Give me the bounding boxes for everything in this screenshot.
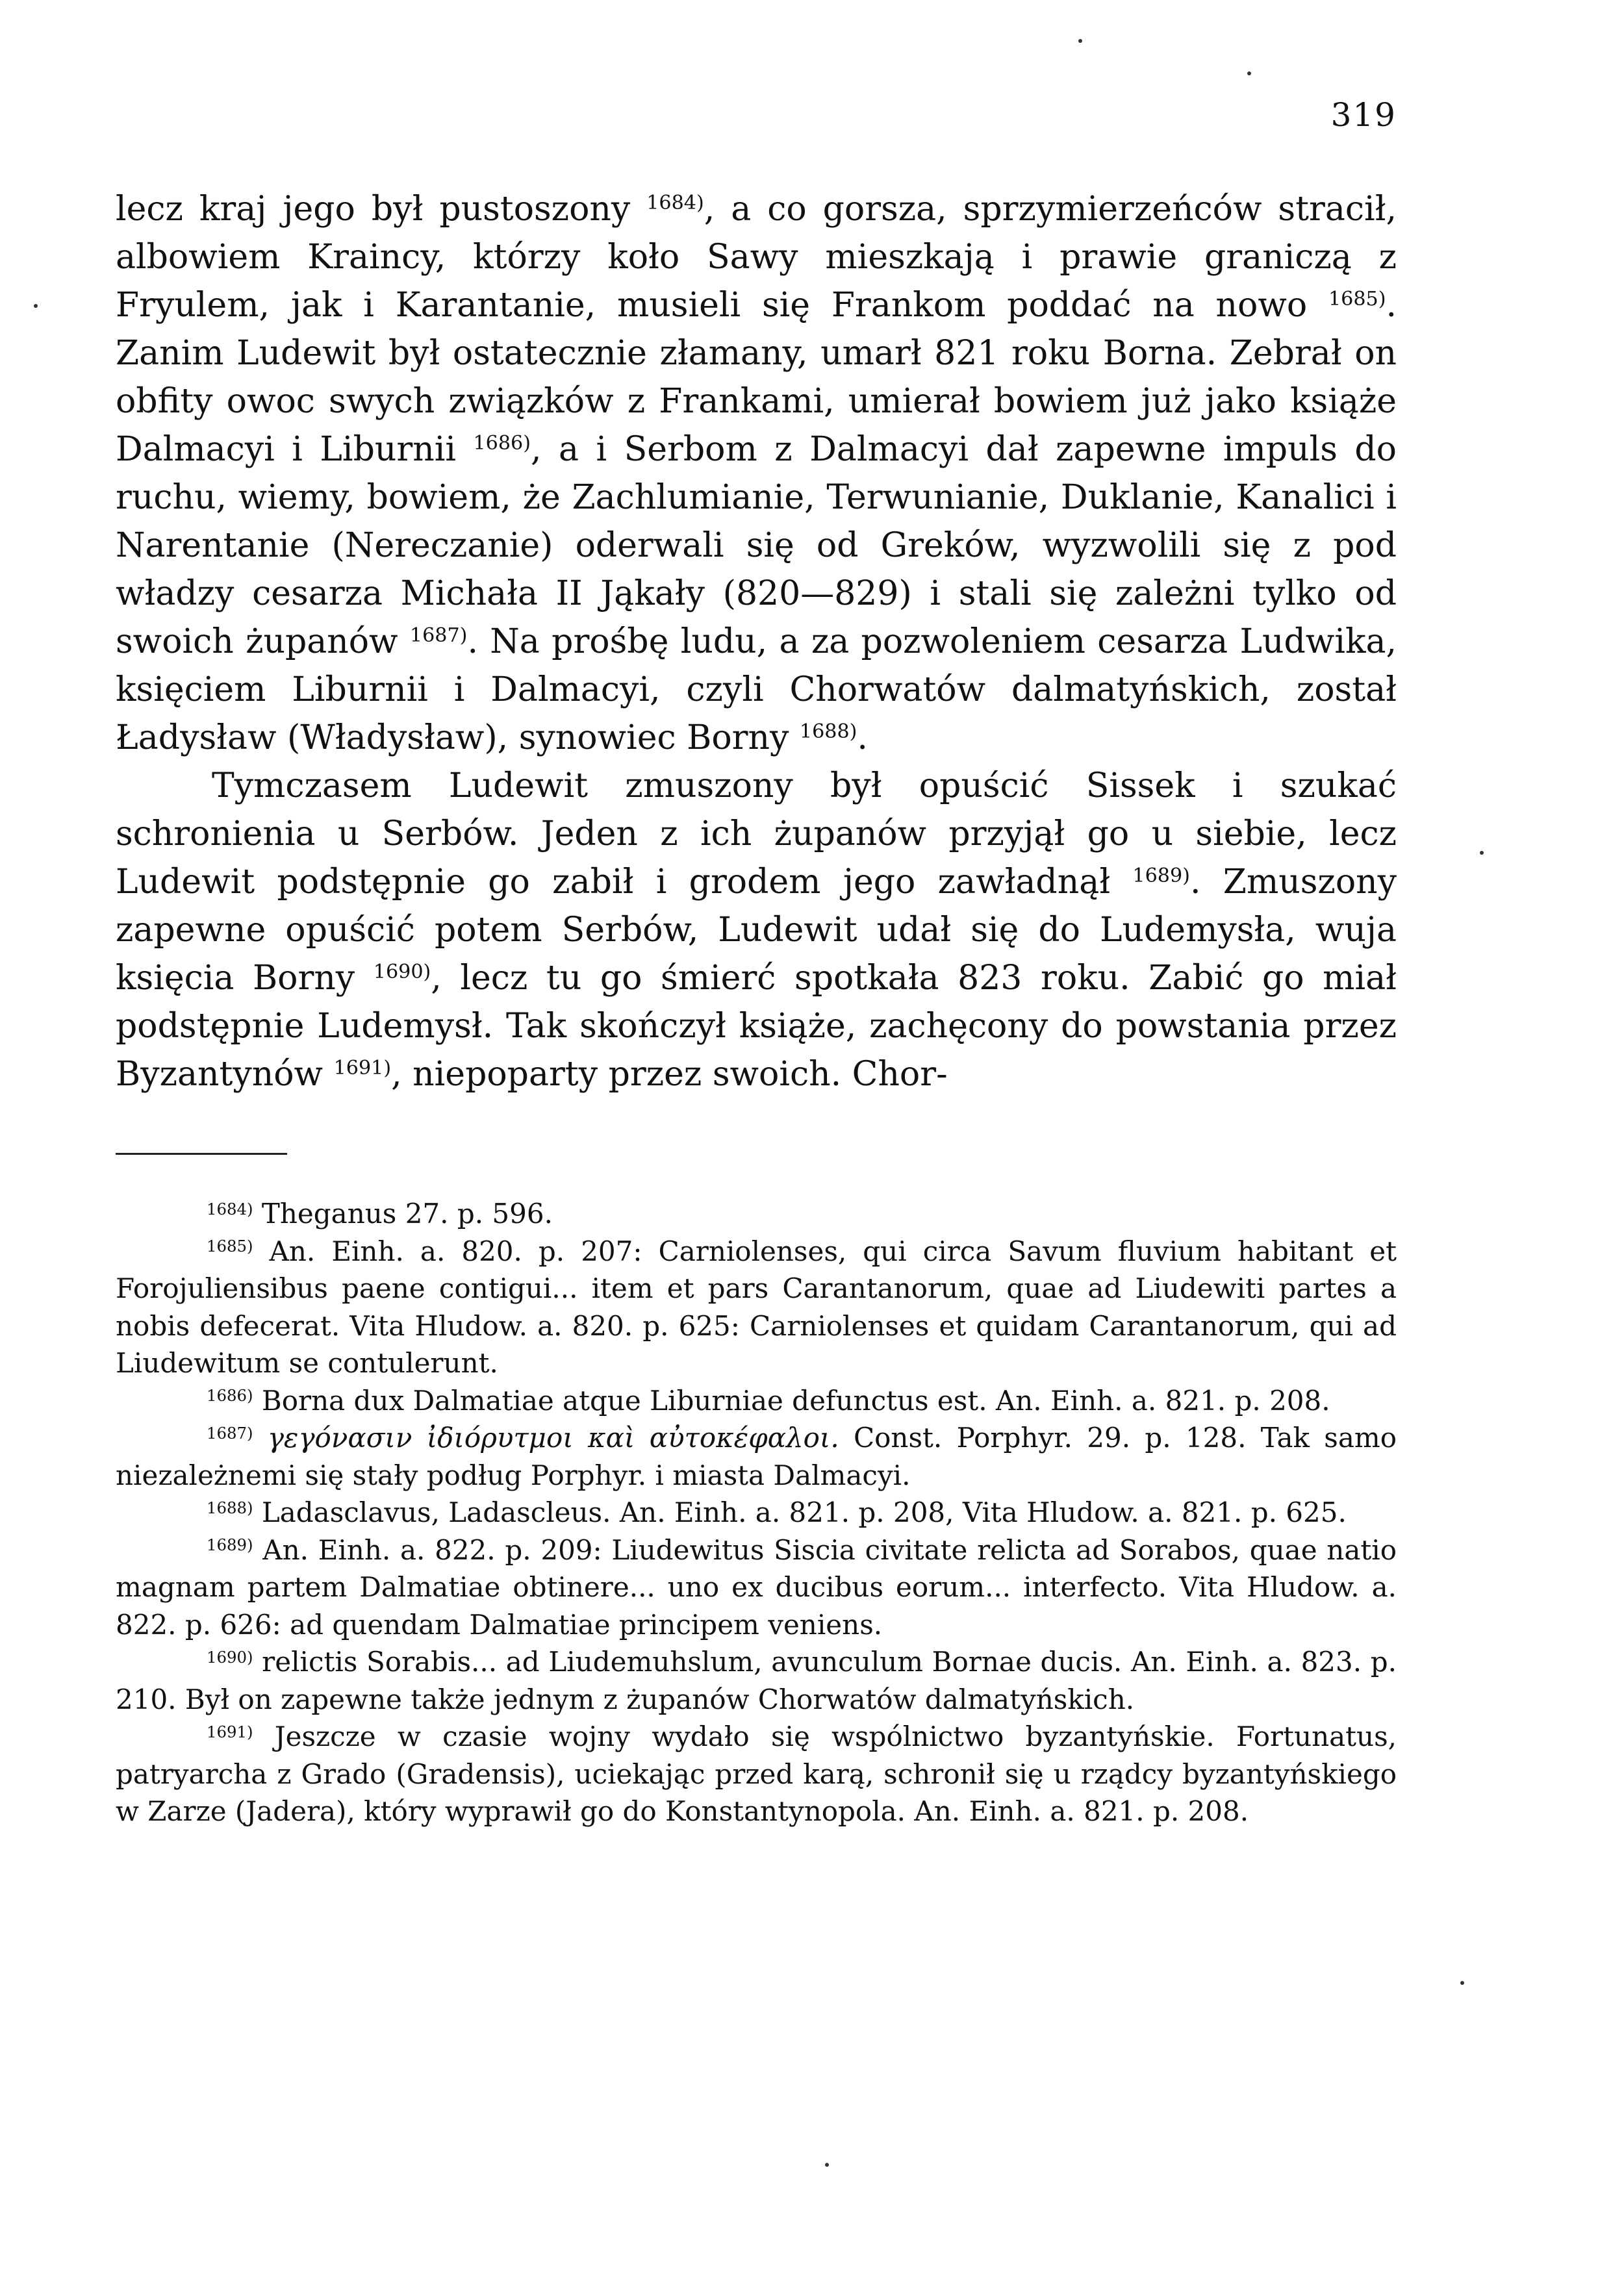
- footnote-ref: 1684): [646, 192, 704, 215]
- footnote-ref: 1685): [207, 1237, 253, 1256]
- scan-speck: [1078, 39, 1082, 43]
- footnote-ref: 1684): [207, 1199, 253, 1218]
- footnote-ref: 1686): [473, 432, 531, 455]
- footnote: $^{1687)}$ γεγόνασιν ἰδιόρυτμοι καὶ αὐτοκέφαλοι. Const. Porphyr. 29. p. 128. Tak samo niezależnemi się stały podług Porphyr. i miasta Dalmacyi.: [116, 1422, 1397, 1491]
- scan-speck: [1480, 851, 1484, 855]
- scan-speck: [825, 2163, 829, 2167]
- scan-speck: [1460, 1981, 1464, 1985]
- footnote-ref: 1688): [799, 720, 857, 744]
- footnotes: [116, 1195, 1397, 1830]
- footnote: $^{1689)}$ An. Einh. a. 822. p. 209: Liudewitus Siscia civitate relicta ad Sorabos, quae natio magnam partem Dalmatiae obtinere... uno ex ducibus eorum... interfecto. Vita Hludow. a. 822. p. 626: ad quendam Dalmatiae principem veniens.: [116, 1533, 1397, 1641]
- footnote-ref: 1686): [207, 1386, 253, 1406]
- footnote: $^{1691)}$ Jeszcze w czasie wojny wydało się wspólnictwo byzantyńskie. Fortunatus, patryarcha z Grado (Gradensis), uciekając przed karą, schronił się u rządcy byzantyńskiego w Zarze (Jadera), który wyprawił go do Konstantynopola. An. Einh. a. 821. p. 208.: [116, 1721, 1397, 1827]
- footnote-ref: 1687): [409, 624, 468, 648]
- footnote-ref: 1689): [1132, 864, 1190, 888]
- footnote: $^{1688)}$ Ladasclavus, Ladascleus. An. Einh. a. 821. p. 208, Vita Hludow. a. 821. p. 625.: [207, 1496, 1347, 1528]
- footnote-ref: 1690): [373, 961, 431, 984]
- footnote-ref: 1689): [207, 1535, 253, 1555]
- greek-quotation: γεγόνασιν ἰδιόρυτμοι καὶ αὐτοκέφαλοι.: [267, 1422, 839, 1454]
- footnote-ref: 1691): [333, 1057, 392, 1080]
- footnote: $^{1686)}$ Borna dux Dalmatiae atque Liburniae defunctus est. An. Einh. a. 821. p. 208.: [207, 1384, 1330, 1417]
- main-text: [116, 185, 1397, 1098]
- footnote: $^{1685)}$ An. Einh. a. 820. p. 207: Carniolenses, qui circa Savum fluvium habitant et Forojuliensibus paene contigui... item et pars Carantanorum, quae ad Liudewiti partes a nobis defecerat. Vita Hludow. a. 820. p. 625: Carniolenses et quidam Carantanorum, qui ad Liudewitum se contulerunt.: [116, 1235, 1397, 1379]
- footnote-divider: [116, 1153, 287, 1155]
- main-paragraph: lecz kraj jego był pustoszony $^{1684)}$, a co gorsza, sprzymierzeńców stracił, albowiem Kraincy, którzy koło Sawy mieszkają i prawie graniczą z Fryulem, jak i Karantanie, musieli się Frankom poddać na nowo $^{1685)}$. Zanim Ludewit był ostatecznie złamany, umarł 821 roku Borna. Zebrał on obfity owoc swych związków z Frankami, umierał bowiem już jako książe Dalmacyi i Liburnii $^{1686)}$, a i Serbom z Dalmacyi dał zapewne impuls do ruchu, wiemy, bowiem, że Zachlumianie, Terwunianie, Duklanie, Kanalici i Narentanie (Nereczanie) oderwali się od Greków, wyzwolili się z pod władzy cesarza Michała II Jąkały (820—829) i stali się zależni tylko od swoich żupanów $^{1687)}$. Na prośbę ludu, a za pozwoleniem cesarza Ludwika, księciem Liburnii i Dalmacyi, czyli Chorwatów dalmatyńskich, został Ładysław (Władysław), synowiec Borny $^{1688)}$.: [116, 190, 1397, 757]
- main-paragraph: Tymczasem Ludewit zmuszony był opuścić Sissek i szukać schronienia u Serbów. Jeden z ich żupanów przyjął go u siebie, lecz Ludewit podstępnie go zabił i grodem jego zawładnął $^{1689)}$. Zmuszony zapewne opuścić potem Serbów, Ludewit udał się do Ludemysła, wuja księcia Borny $^{1690)}$, lecz tu go śmierć spotkała 823 roku. Zabić go miał podstępnie Ludemysł. Tak skończył książe, zachęcony do powstania przez Byzantynów $^{1691)}$, niepoparty przez swoich. Chor-: [116, 766, 1397, 1094]
- footnote-ref: 1688): [207, 1498, 253, 1517]
- scan-speck: [1247, 71, 1251, 75]
- scan-speck: [34, 304, 38, 308]
- footnote-ref: 1690): [207, 1647, 253, 1667]
- footnote-ref: 1685): [1328, 288, 1386, 311]
- footnote-ref: 1687): [207, 1423, 253, 1443]
- footnote: $^{1684)}$ Theganus 27. p. 596.: [207, 1198, 553, 1230]
- footnote-ref: 1691): [207, 1722, 253, 1741]
- page-number: 319: [1330, 96, 1397, 134]
- footnote: $^{1690)}$ relictis Sorabis... ad Liudemuhslum, avunculum Bornae ducis. An. Einh. a. 823. p. 210. Był on zapewne także jednym z żupanów Chorwatów dalmatyńskich.: [116, 1646, 1397, 1715]
